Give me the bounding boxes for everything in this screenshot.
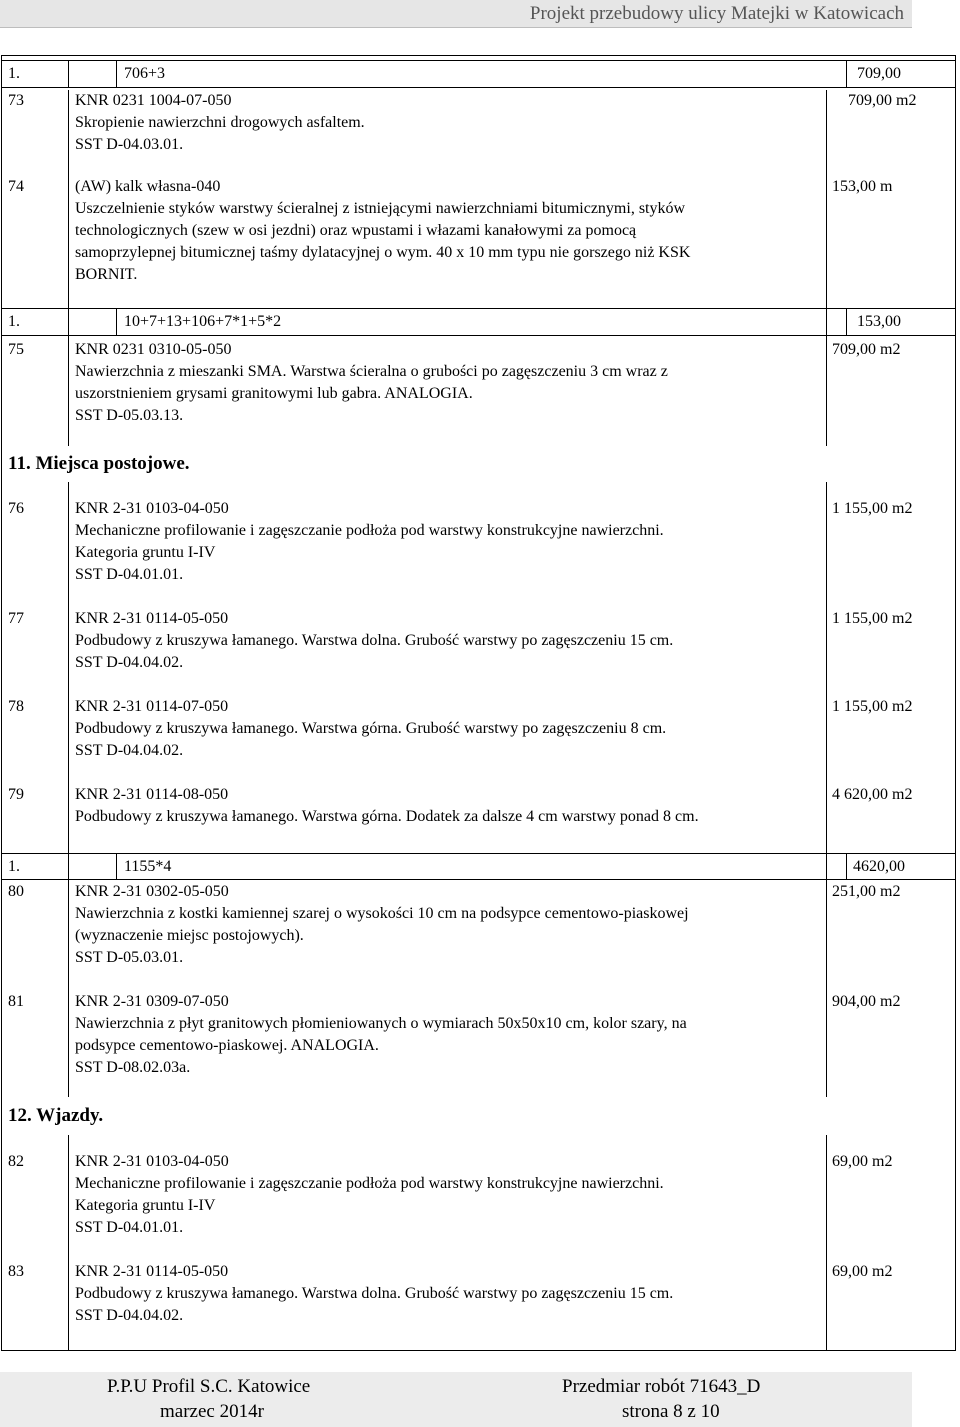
cell-text: Uszczelnienie styków warstwy ścieralnej z istniejącymi nawierzchniami bitumicznymi, styków: [75, 200, 686, 217]
cell-text: SST D-04.04.02.: [75, 742, 184, 759]
cell-text: 83: [8, 1263, 24, 1280]
cell-text: 4 620,00 m2: [832, 786, 913, 803]
cell-text: 709,00: [857, 65, 901, 82]
section-title: 11. Miejsca postojowe.: [8, 453, 190, 474]
footer-company: P.P.U Profil S.C. Katowice: [107, 1376, 311, 1397]
cell-text: KNR 2-31 0302-05-050: [75, 883, 229, 900]
cell-text: 69,00 m2: [832, 1263, 893, 1280]
cell-text: Kategoria gruntu I-IV: [75, 544, 216, 561]
cell-text: SST D-05.03.01.: [75, 949, 184, 966]
cell-text: 153,00: [857, 313, 901, 330]
cell-text: Podbudowy z kruszywa łamanego. Warstwa górna. Grubość warstwy po zagęszczeniu 8 cm.: [75, 720, 667, 737]
cell-text: SST D-04.01.01.: [75, 1219, 184, 1236]
cell-text: 82: [8, 1153, 24, 1170]
cell-text: uszorstnieniem grysami granitowymi lub gabra. ANALOGIA.: [75, 385, 473, 402]
cell-text: 73: [8, 92, 24, 109]
cell-text: 77: [8, 610, 24, 627]
cell-text: (wyznaczenie miejsc postojowych).: [75, 927, 304, 944]
cell-text: KNR 2-31 0114-05-050: [75, 610, 229, 627]
cell-text: KNR 0231 0310-05-050: [75, 341, 232, 358]
cell-text: Mechaniczne profilowanie i zagęszczanie podłoża pod warstwy konstrukcyjne nawierzchni.: [75, 1175, 664, 1192]
cell-text: 79: [8, 786, 24, 803]
cell-text: 78: [8, 698, 24, 715]
col-divider-number: [68, 90, 69, 1351]
cell-text: 75: [8, 341, 24, 358]
cell-text: SST D-04.04.02.: [75, 1307, 184, 1324]
cell-text: 709,00 m2: [832, 341, 901, 358]
cell-text: Podbudowy z kruszywa łamanego. Warstwa dolna. Grubość warstwy po zagęszczeniu 15 cm.: [75, 1285, 674, 1302]
cell-text: 251,00 m2: [832, 883, 901, 900]
cell-text: SST D-05.03.13.: [75, 407, 184, 424]
cell-text: Podbudowy z kruszywa łamanego. Warstwa górna. Dodatek za dalsze 4 cm warstwy ponad 8 cm.: [75, 808, 699, 825]
cell-text: 706+3: [124, 65, 166, 82]
cell-text: 1.: [8, 313, 20, 330]
cell-text: samoprzylepnej bitumicznej taśmy dylatacyjnej o wym. 40 x 10 mm typu nie gorszego niż KSK: [75, 244, 691, 261]
cell-text: KNR 2-31 0114-08-050: [75, 786, 229, 803]
cell-text: KNR 2-31 0114-05-050: [75, 1263, 229, 1280]
cell-text: SST D-04.01.01.: [75, 566, 184, 583]
cell-text: 1 155,00 m2: [832, 610, 913, 627]
page-header: [0, 0, 912, 28]
cell-text: KNR 2-31 0114-07-050: [75, 698, 229, 715]
cell-text: KNR 0231 1004-07-050: [75, 92, 232, 109]
cell-text: SST D-08.02.03a.: [75, 1059, 191, 1076]
footer-content: [0, 1375, 960, 1425]
cell-text: 76: [8, 500, 24, 517]
cell-text: Nawierzchnia z mieszanki SMA. Warstwa ścieralna o grubości po zagęszczeniu 3 cm wraz z: [75, 363, 668, 380]
footer-document: Przedmiar robót 71643_D: [562, 1376, 761, 1397]
cell-text: KNR 2-31 0103-04-050: [75, 500, 229, 517]
cell-text: 153,00 m: [832, 178, 893, 195]
cell-text: Skropienie nawierzchni drogowych asfaltem.: [75, 114, 365, 131]
cell-text: Nawierzchnia z kostki kamiennej szarej o wysokości 10 cm na podsypce cementowo-piaskowej: [75, 905, 689, 922]
cell-text: technologicznych (szew w osi jezdni) oraz wpustami i włazami kanałowymi za pomocą: [75, 222, 637, 239]
cell-text: Podbudowy z kruszywa łamanego. Warstwa dolna. Grubość warstwy po zagęszczeniu 15 cm.: [75, 632, 674, 649]
cell-text: 81: [8, 993, 24, 1010]
cell-text: (AW) kalk własna-040: [75, 178, 221, 195]
cell-text: KNR 2-31 0309-07-050: [75, 993, 229, 1010]
cell-text: 1.: [8, 65, 20, 82]
cell-text: 4620,00: [853, 858, 905, 875]
cell-text: 1.: [8, 858, 20, 875]
footer-date: marzec 2014r: [160, 1401, 264, 1422]
cell-text: 1155*4: [124, 858, 172, 875]
footer-page-number: strona 8 z 10: [622, 1401, 720, 1422]
cell-text: 1 155,00 m2: [832, 500, 913, 517]
cell-text: 10+7+13+106+7*1+5*2: [124, 313, 282, 330]
cell-text: podsypce cementowo-piaskowej. ANALOGIA.: [75, 1037, 379, 1054]
cell-text: BORNIT.: [75, 266, 138, 283]
cell-text: 69,00 m2: [832, 1153, 893, 1170]
cell-text: Nawierzchnia z płyt granitowych płomieniowanych o wymiarach 50x50x10 cm, kolor szary, na: [75, 1015, 687, 1032]
cell-text: 904,00 m2: [832, 993, 901, 1010]
col-divider-quantity: [826, 90, 827, 1351]
cell-text: 74: [8, 178, 24, 195]
cell-text: 709,00 m2: [848, 92, 917, 109]
cell-text: SST D-04.04.02.: [75, 654, 184, 671]
section-title: 12. Wjazdy.: [8, 1105, 104, 1126]
header-title: Projekt przebudowy ulicy Matejki w Katowicach: [529, 2, 904, 24]
cell-text: 80: [8, 883, 24, 900]
cell-text: KNR 2-31 0103-04-050: [75, 1153, 229, 1170]
cell-text: Mechaniczne profilowanie i zagęszczanie podłoża pod warstwy konstrukcyjne nawierzchni.: [75, 522, 664, 539]
cell-text: 1 155,00 m2: [832, 698, 913, 715]
cell-text: SST D-04.03.01.: [75, 136, 184, 153]
cell-text: Kategoria gruntu I-IV: [75, 1197, 216, 1214]
